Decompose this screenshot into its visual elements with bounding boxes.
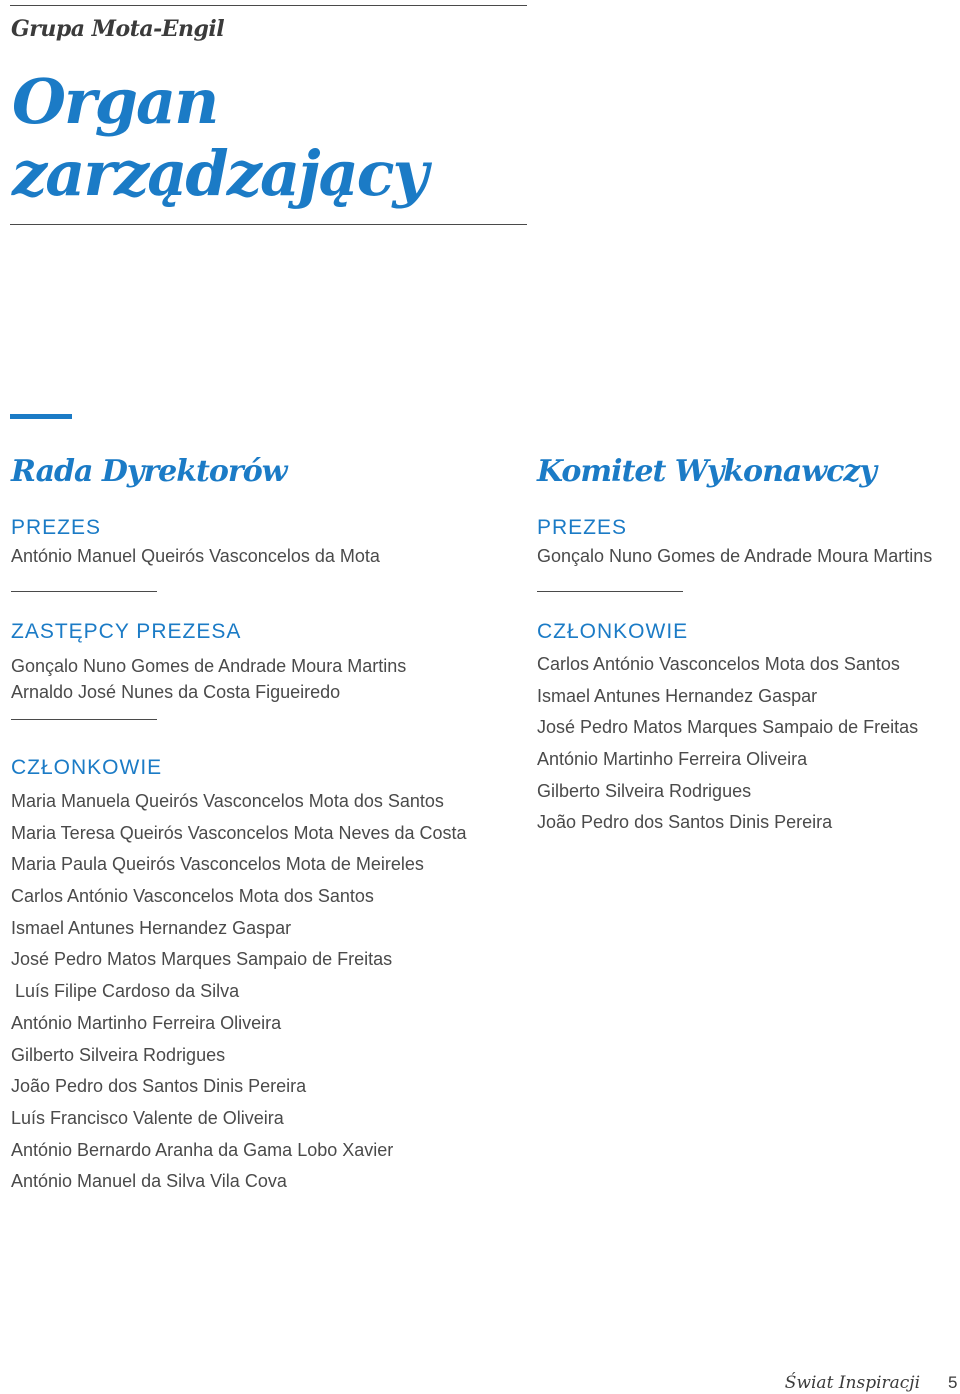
board-divider-2 — [11, 719, 157, 720]
board-vice-list — [11, 653, 406, 705]
committee-title: Komitet Wykonawczy — [537, 454, 876, 489]
board-divider-1 — [11, 591, 157, 592]
board-vice-item: Arnaldo José Nunes da Costa Figueiredo — [11, 682, 341, 702]
board-member-item: Maria Paula Queirós Vasconcelos Mota de Meireles — [11, 854, 424, 875]
board-member-item: José Pedro Matos Marques Sampaio de Freitas — [11, 949, 393, 970]
committee-member-item: Carlos António Vasconcelos Mota dos Santos — [537, 654, 900, 674]
board-member-item: Maria Teresa Queirós Vasconcelos Mota Neves da Costa — [11, 822, 467, 843]
board-president-name: António Manuel Queirós Vasconcelos da Mota — [11, 546, 380, 566]
board-member-item: João Pedro dos Santos Dinis Pereira — [11, 1076, 307, 1097]
board-members-list — [11, 786, 467, 1198]
board-president-label: PREZES — [11, 516, 102, 539]
board-vice-item: Gonçalo Nuno Gomes de Andrade Moura Martins — [11, 656, 407, 676]
board-member-item: Luís Filipe Cardoso da Silva — [15, 981, 240, 1002]
publication-name: Świat Inspiracji — [784, 1373, 920, 1393]
page-title-line-2: zarządzający — [12, 137, 427, 210]
board-member-item: Gilberto Silveira Rodrigues — [11, 1044, 226, 1065]
committee-member-item: António Martinho Ferreira Oliveira — [537, 749, 808, 770]
title-rule — [10, 224, 527, 225]
board-vice-label: ZASTĘPCY PREZESA — [11, 620, 242, 643]
committee-member-item: Ismael Antunes Hernandez Gaspar — [537, 685, 818, 706]
top-rule — [10, 5, 527, 6]
board-title: Rada Dyrektorów — [11, 454, 287, 489]
page-number: 5 — [948, 1373, 958, 1392]
committee-president-name: Gonçalo Nuno Gomes de Andrade Moura Martins — [537, 546, 933, 566]
group-title: Grupa Mota-Engil — [11, 16, 225, 42]
board-member-item: António Manuel da Silva Vila Cova — [11, 1171, 287, 1192]
page-title-line-1: Organ — [12, 65, 218, 138]
board-members-label: CZŁONKOWIE — [11, 756, 163, 779]
committee-members-label: CZŁONKOWIE — [537, 620, 689, 643]
committee-members-list — [537, 649, 918, 839]
board-member-item: António Bernardo Aranha da Gama Lobo Xavier — [11, 1139, 394, 1160]
board-member-item: Carlos António Vasconcelos Mota dos Santos — [11, 886, 374, 907]
accent-bar — [10, 414, 72, 419]
committee-divider — [537, 591, 683, 592]
board-member-item: Maria Manuela Queirós Vasconcelos Mota dos Santos — [11, 791, 444, 811]
board-member-item: António Martinho Ferreira Oliveira — [11, 1012, 282, 1033]
committee-member-item: João Pedro dos Santos Dinis Pereira — [537, 812, 833, 833]
committee-member-item: Gilberto Silveira Rodrigues — [537, 780, 752, 801]
board-member-item: Luís Francisco Valente de Oliveira — [11, 1107, 284, 1128]
board-member-item: Ismael Antunes Hernandez Gaspar — [11, 917, 292, 938]
page-title — [12, 66, 532, 210]
committee-member-item: José Pedro Matos Marques Sampaio de Freitas — [537, 717, 919, 738]
committee-president-label: PREZES — [537, 516, 628, 539]
